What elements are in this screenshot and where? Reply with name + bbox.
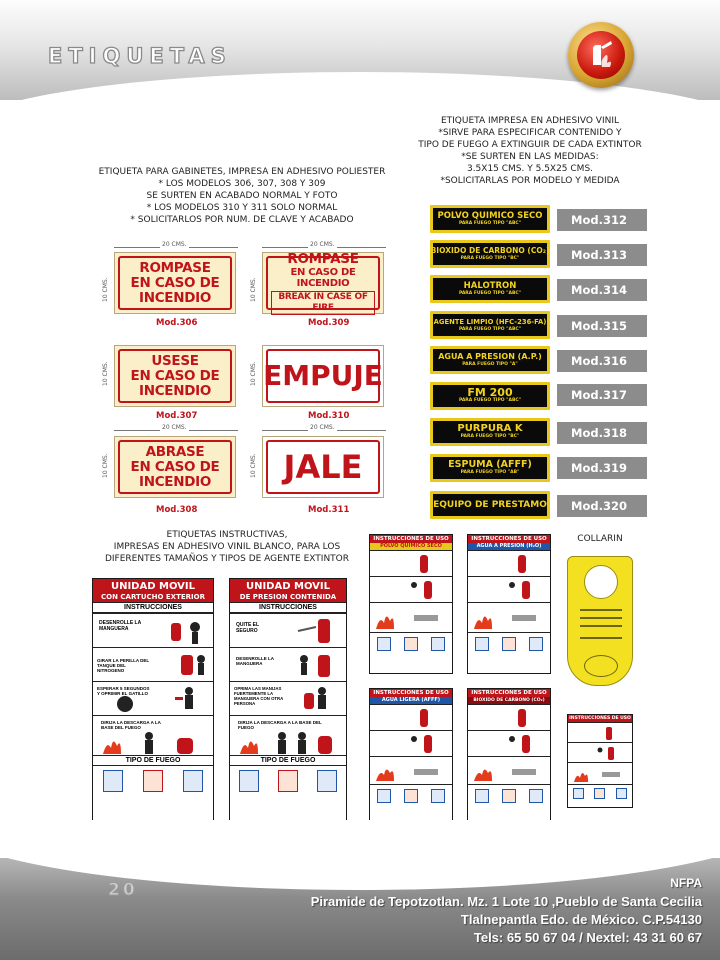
vinyl-label-320: EQUIPO DE PRESTAMO: [430, 491, 550, 519]
model-badge: Mod.313: [557, 244, 647, 266]
model-badge: Mod.316: [557, 350, 647, 372]
cabinet-description: ETIQUETA PARA GABINETES, IMPRESA EN ADHESIVO POLIESTER * LOS MODELOS 306, 307, 308 Y 309 SE SURTEN EN ACABADO NORMAL Y FOTO * LOS MODELOS 310 Y 311 SOLO NORMAL * SOLICITARLOS POR NUM. DE CLAVE Y ACABADO: [98, 167, 386, 225]
extinguisher-step-icon: [508, 707, 538, 729]
fire-type-icons: [370, 784, 452, 806]
fire-class-a-icon: [239, 770, 259, 792]
vinyl-label-312: POLVO QUIMICO SECO PARA FUEGO TIPO "ABC": [430, 205, 550, 233]
fire-type-icons: [230, 765, 346, 795]
fire-type-icons: [370, 632, 452, 654]
sign-mod-308: ABRASE EN CASO DE INCENDIO: [114, 436, 236, 498]
fire-scene-icon: [374, 607, 450, 631]
footer-phones: Tels: 65 50 67 04 / Nextel: 43 31 60 67: [473, 930, 702, 945]
vinyl-label-317: FM 200 PARA FUEGO TIPO "ABC": [430, 382, 550, 410]
vinyl-label-318: PURPURA K PARA FUEGO TIPO "BC": [430, 418, 550, 446]
vinyl-label-319: ESPUMA (AFFF) PARA FUEGO TIPO "AB": [430, 454, 550, 482]
model-badge: Mod.320: [557, 495, 647, 517]
extinguisher-step-icon: [288, 617, 338, 645]
fire-class-b-icon: [278, 770, 298, 792]
catalog-page: ETIQUETAS ETIQUETA PARA GABINETES, IMPRESA EN ADHESIVO POLIESTER * LOS MODELOS 306, 307, 308 Y 309 SE SURTEN EN ACABADO NORMAL Y FOTO * LOS MODELOS 310 Y 311 SOLO NORMAL * SOLICITARLOS POR NUM. DE CLAVE Y ACABADO 20 CMS. 10 CMS. ROMPASE EN CASO DE INCENDIO Mod.306 20 CMS. 10 CMS. ROMPASE EN CASO DE INCENDIO BREAK IN CASE OF FIRE Mod.309 10 CMS. USESE EN CASO DE INCENDIO Mod.307 10 CMS. EMPUJE Mod.310 20 CMS. 10 CMS. ABRASE EN CASO DE INCENDIO Mod.308 20 CMS. 10 CMS. JALE Mod.311 ETIQUETA IMPRESA EN ADHESIVO VINIL *SIRVE PARA ESPECIFICAR CONTENIDO Y TIPO DE FUEGO A EXTINGUIR DE CADA EXTINTOR *SE SURTEN EN LAS MEDIDAS: 3.5X15 CMS. Y 5.5X25 CMS. *SOLICITARLAS POR MODELO Y MEDIDA POLVO QUIMICO SECO PARA FUEGO TIPO "ABC" Mod.312 BIOXIDO DE CARBONO (CO₂) PARA FUEGO TIPO "BC" Mod.313 HALOTRON PARA FUEGO TIPO "ABC" Mod.314 AGENTE LIMPIO (HFC-236-FA) PARA FUEGO TIPO "ABC" Mod.315 AGUA A PRESION (A.P.) PARA FUEGO TIPO "A" Mod.316 FM 200 PARA FUEGO TIPO "ABC" Mod.317 PURPURA K PARA FUEGO TIPO "BC" Mod.318 ESPUMA (AFFF) PARA FUEGO TIPO "AB" Mod.319 EQUIPO DE PRESTAMO Mod.320 ETIQUETAS INSTRUCTIVAS, IMPRESAS EN ADHESIVO VINIL BLANCO, PARA LOS DIFERENTES TAMAÑOS Y TIPOS DE AGENTE EXTINTOR UNIDAD MOVIL CON CARTUCHO EXTERIOR INSTRUCCIONES DESENROLLE LA MANGUERA GIRAR LA PERILLA DEL TANQUE DEL NITROGENO ESPERAR 5 SEGUNDOS Y OPRIMIR EL GATILLO DIRIJA LA DESCARGA A LA BASE DEL FUEGO TIPO DE FUEGO UNIDAD MOVIL DE PRESION CONTENIDA INSTRUCCIONES QUITE EL SEGURO DESENROLLE LA MANGUERA OPRIMA LAS MANIJAS FUERTEMENTE LA MANGUERA CON OTRA PERSONA DIRIJA LA DESCARGA A LA BASE DEL FUEGO TIPO DE FUEGO INSTRUCCIONES DE USO POLVO QUIMICO SECO INSTRUCCIONES DE USO AGUA A PRESION (H₂O) INSTRUCCIONES DE USO AGUA LIGERA (AFFF) INSTRUCCIONES DE USO BIOXIDO DE CARBONO (CO₂) COLLARIN INSTRUCCIONES DE USO 20 NFPA Piramide de Tepotzotlan. Mz. 1 Lote 10 ,Pueblo de Santa Cecilia Tlalnepantla Edo. de México. C.P.54130 Tels: 65 50 67 04 / Nextel: 43 31 60 67: [0, 0, 720, 960]
model-label: Mod.310: [308, 411, 350, 421]
fire-type-icons: [468, 632, 550, 654]
sign-mod-310: EMPUJE: [262, 345, 384, 407]
instruction-card-agua: INSTRUCCIONES DE USO AGUA A PRESION (H₂O): [467, 534, 551, 674]
fire-scene-icon: [472, 607, 548, 631]
extinguisher-step-icon: [406, 579, 446, 601]
fire-scene-icon: [572, 766, 630, 784]
fire-type-icons: [93, 765, 213, 795]
vinyl-label-313: BIOXIDO DE CARBONO (CO₂) PARA FUEGO TIPO "BC": [430, 240, 550, 268]
instruction-card-pqs: INSTRUCCIONES DE USO POLVO QUIMICO SECO: [369, 534, 453, 674]
instruction-card-presion: UNIDAD MOVIL DE PRESION CONTENIDA INSTRUCCIONES QUITE EL SEGURO DESENROLLE LA MANGUERA OPRIMA LAS MANIJAS FUERTEMENTE LA MANGUERA CON OTRA PERSONA DIRIJA LA DESCARGA A LA BASE DEL FUEGO TIPO DE FUEGO: [229, 578, 347, 824]
instruction-card-afff: INSTRUCCIONES DE USO AGUA LIGERA (AFFF): [369, 688, 453, 824]
model-badge: Mod.314: [557, 279, 647, 301]
page-number: 20: [108, 880, 138, 900]
collar-title: COLLARIN: [577, 534, 623, 544]
footer-address-2: Tlalnepantla Edo. de México. C.P.54130: [460, 912, 702, 927]
vinyl-label-314: HALOTRON PARA FUEGO TIPO "ABC": [430, 275, 550, 303]
extinguisher-step-icon: [163, 651, 207, 679]
fire-scene-icon: [99, 730, 209, 756]
fire-scene-icon: [472, 761, 548, 783]
extinguisher-step-icon: [410, 707, 440, 729]
footer-org: NFPA: [670, 876, 702, 890]
firefighter-icon: [167, 685, 207, 713]
fire-scene-icon: [236, 730, 342, 756]
vinyl-label-316: AGUA A PRESION (A.P.) PARA FUEGO TIPO "A": [430, 346, 550, 374]
fire-class-c-icon: [183, 770, 203, 792]
sign-mod-306: ROMPASE EN CASO DE INCENDIO: [114, 252, 236, 314]
extinguisher-step-icon: [406, 733, 446, 755]
model-label: Mod.308: [156, 505, 198, 515]
fire-class-b-icon: [143, 770, 163, 792]
extinguisher-step-icon: [410, 553, 440, 575]
footer-address-1: Piramide de Tepotzotlan. Mz. 1 Lote 10 ,Pueblo de Santa Cecilia: [310, 894, 702, 909]
instruction-card-co2: INSTRUCCIONES DE USO BIOXIDO DE CARBONO (CO₂): [467, 688, 551, 824]
model-label: Mod.309: [308, 318, 350, 328]
extinguisher-step-icon: [504, 579, 544, 601]
model-badge: Mod.312: [557, 209, 647, 231]
sign-mod-309: ROMPASE EN CASO DE INCENDIO BREAK IN CASE OF FIRE: [262, 252, 384, 314]
instructive-description: ETIQUETAS INSTRUCTIVAS, IMPRESAS EN ADHESIVO VINIL BLANCO, PARA LOS DIFERENTES TAMAÑOS Y TIPOS DE AGENTE EXTINTOR: [104, 530, 350, 564]
fire-class-c-icon: [317, 770, 337, 792]
model-badge: Mod.319: [557, 457, 647, 479]
instruction-card-cartucho: UNIDAD MOVIL CON CARTUCHO EXTERIOR INSTRUCCIONES DESENROLLE LA MANGUERA GIRAR LA PERILLA DEL TANQUE DEL NITROGENO ESPERAR 5 SEGUNDOS Y OPRIMIR EL GATILLO DIRIJA LA DESCARGA A LA BASE DEL FUEGO TIPO DE FUEGO: [92, 578, 214, 824]
firefighter-icon: [296, 685, 340, 713]
model-badge: Mod.317: [557, 384, 647, 406]
extinguisher-step-icon: [290, 651, 340, 679]
sign-mod-311: JALE: [262, 436, 384, 498]
model-label: Mod.307: [156, 411, 198, 421]
extinguisher-step-icon: [598, 725, 622, 741]
fire-class-a-icon: [103, 770, 123, 792]
sign-mod-307: USESE EN CASO DE INCENDIO: [114, 345, 236, 407]
instruction-card-small: INSTRUCCIONES DE USO: [567, 714, 633, 808]
model-label: Mod.311: [308, 505, 350, 515]
vinyl-description: ETIQUETA IMPRESA EN ADHESIVO VINIL *SIRVE PARA ESPECIFICAR CONTENIDO Y TIPO DE FUEGO A EXTINGUIR DE CADA EXTINTOR *SE SURTEN EN LAS MEDIDAS: 3.5X15 CMS. Y 5.5X25 CMS. *SOLICITARLAS POR MODELO Y MEDIDA: [418, 116, 642, 186]
extinguisher-step-icon: [167, 617, 207, 645]
extinguisher-step-icon: [504, 733, 544, 755]
extinguisher-step-icon: [594, 745, 624, 761]
collar-tag: [567, 556, 633, 686]
model-badge: Mod.315: [557, 315, 647, 337]
model-badge: Mod.318: [557, 422, 647, 444]
fire-scene-icon: [374, 761, 450, 783]
fire-type-icons: [468, 784, 550, 806]
vinyl-label-315: AGENTE LIMPIO (HFC-236-FA) PARA FUEGO TIPO "ABC": [430, 311, 550, 339]
model-label: Mod.306: [156, 318, 198, 328]
extinguisher-step-icon: [508, 553, 538, 575]
page-title: ETIQUETAS: [48, 44, 232, 68]
fire-extinguisher-logo-icon: [568, 22, 634, 88]
